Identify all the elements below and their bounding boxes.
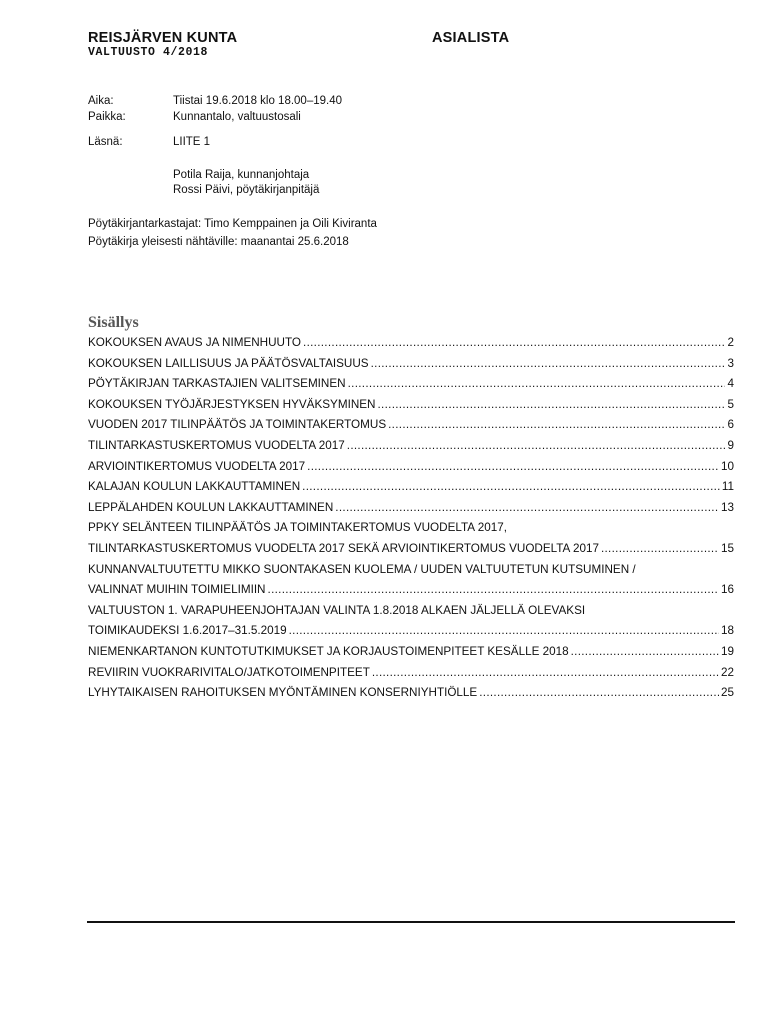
toc-entry[interactable] (88, 377, 734, 398)
table-of-contents (88, 336, 734, 707)
organization-name: REISJÄRVEN KUNTA (88, 30, 238, 46)
footer-rule (87, 921, 735, 923)
place-label: Paikka: (88, 111, 126, 123)
toc-entry-first-line[interactable] (88, 604, 734, 625)
toc-entry-page: 9 (727, 438, 734, 452)
toc-entry-text: REVIIRIN VUOKRARIVITALO/JATKOTOIMENPITEET (88, 665, 370, 679)
toc-entry-page: 5 (727, 397, 734, 411)
toc-entry-first-line[interactable] (88, 563, 734, 584)
time-value: Tiistai 19.6.2018 klo 18.00–19.40 (173, 95, 343, 107)
toc-entry-text: PÖYTÄKIRJAN TARKASTAJIEN VALITSEMINEN (88, 377, 346, 391)
toc-entry[interactable] (88, 480, 734, 501)
toc-entry[interactable] (88, 583, 734, 604)
minutes-inspectors: Pöytäkirjantarkastajat: Timo Kemppainen ja Oili Kiviranta (88, 218, 377, 230)
toc-entry-first-line[interactable] (88, 521, 734, 542)
document-type: ASIALISTA (432, 30, 510, 46)
toc-entry-text: NIEMENKARTANON KUNTOTUTKIMUKSET JA KORJAUSTOIMENPITEET KESÄLLE 2018 (88, 644, 569, 658)
toc-entry[interactable] (88, 542, 734, 563)
present-label: Läsnä: (88, 136, 123, 148)
toc-entry-page: 15 (720, 541, 734, 555)
toc-entry-text: LYHYTAIKAISEN RAHOITUKSEN MYÖNTÄMINEN KONSERNIYHTIÖLLE (88, 686, 478, 700)
toc-entry[interactable] (88, 645, 734, 666)
toc-entry-text: TOIMIKAUDEKSI 1.6.2017–31.5.2019 (88, 624, 287, 638)
toc-entry-text: LEPPÄLAHDEN KOULUN LAKKAUTTAMINEN (88, 500, 334, 514)
toc-entry-text: TILINTARKASTUSKERTOMUS VUODELTA 2017 SEKÄ ARVIOINTIKERTOMUS VUODELTA 2017 (88, 541, 599, 555)
toc-entry-page: 25 (720, 686, 734, 700)
toc-entry[interactable] (88, 686, 734, 707)
toc-title: Sisällys (88, 314, 139, 331)
toc-entry-page: 18 (720, 624, 734, 638)
toc-entry[interactable] (88, 439, 734, 460)
toc-entry-page: 13 (720, 500, 734, 514)
toc-entry[interactable] (88, 336, 734, 357)
toc-entry-text: PPKY SELÄNTEEN TILINPÄÄTÖS JA TOIMINTAKERTOMUS VUODELTA 2017, (88, 521, 507, 535)
meeting-identifier: VALTUUSTO 4/2018 (88, 46, 209, 59)
toc-entry-text: VALTUUSTON 1. VARAPUHEENJOHTAJAN VALINTA 1.8.2018 ALKAEN JÄLJELLÄ OLEVAKSI (88, 603, 586, 617)
toc-entry[interactable] (88, 357, 734, 378)
toc-entry-text: KALAJAN KOULUN LAKKAUTTAMINEN (88, 480, 301, 494)
attendee-1: Potila Raija, kunnanjohtaja (173, 169, 310, 181)
toc-entry-page: 3 (727, 356, 734, 370)
toc-entry[interactable] (88, 398, 734, 419)
toc-entry[interactable] (88, 624, 734, 645)
toc-entry[interactable] (88, 666, 734, 687)
toc-entry-text: KOKOUKSEN LAILLISUUS JA PÄÄTÖSVALTAISUUS (88, 356, 369, 370)
toc-entry-page: 19 (720, 644, 734, 658)
toc-entry-text: KOKOUKSEN TYÖJÄRJESTYKSEN HYVÄKSYMINEN (88, 397, 376, 411)
attendee-2: Rossi Päivi, pöytäkirjanpitäjä (173, 184, 320, 196)
toc-entry-page: 10 (720, 459, 734, 473)
place-value: Kunnantalo, valtuustosali (173, 111, 301, 123)
toc-entry-page: 4 (727, 377, 734, 391)
toc-entry-page: 2 (727, 336, 734, 349)
present-value: LIITE 1 (173, 136, 211, 148)
toc-entry-text: VUODEN 2017 TILINPÄÄTÖS JA TOIMINTAKERTOMUS (88, 418, 387, 432)
toc-entry[interactable] (88, 418, 734, 439)
toc-entry-page: 16 (720, 583, 734, 597)
time-label: Aika: (88, 95, 114, 107)
toc-entry-text: KUNNANVALTUUTETTU MIKKO SUONTAKASEN KUOLEMA / UUDEN VALTUUTETUN KUTSUMINEN / (88, 562, 636, 576)
toc-entry[interactable] (88, 460, 734, 481)
toc-entry-page: 11 (721, 480, 734, 494)
toc-entry-text: VALINNAT MUIHIN TOIMIELIMIIN (88, 583, 266, 597)
toc-entry-text: KOKOUKSEN AVAUS JA NIMENHUUTO (88, 336, 302, 349)
toc-entry-text: TILINTARKASTUSKERTOMUS VUODELTA 2017 (88, 438, 345, 452)
toc-entry-page: 6 (727, 418, 734, 432)
toc-entry[interactable] (88, 501, 734, 522)
minutes-public-view: Pöytäkirja yleisesti nähtäville: maanantai 25.6.2018 (88, 236, 349, 248)
toc-entry-text: ARVIOINTIKERTOMUS VUODELTA 2017 (88, 459, 306, 473)
toc-entry-page: 22 (720, 665, 734, 679)
